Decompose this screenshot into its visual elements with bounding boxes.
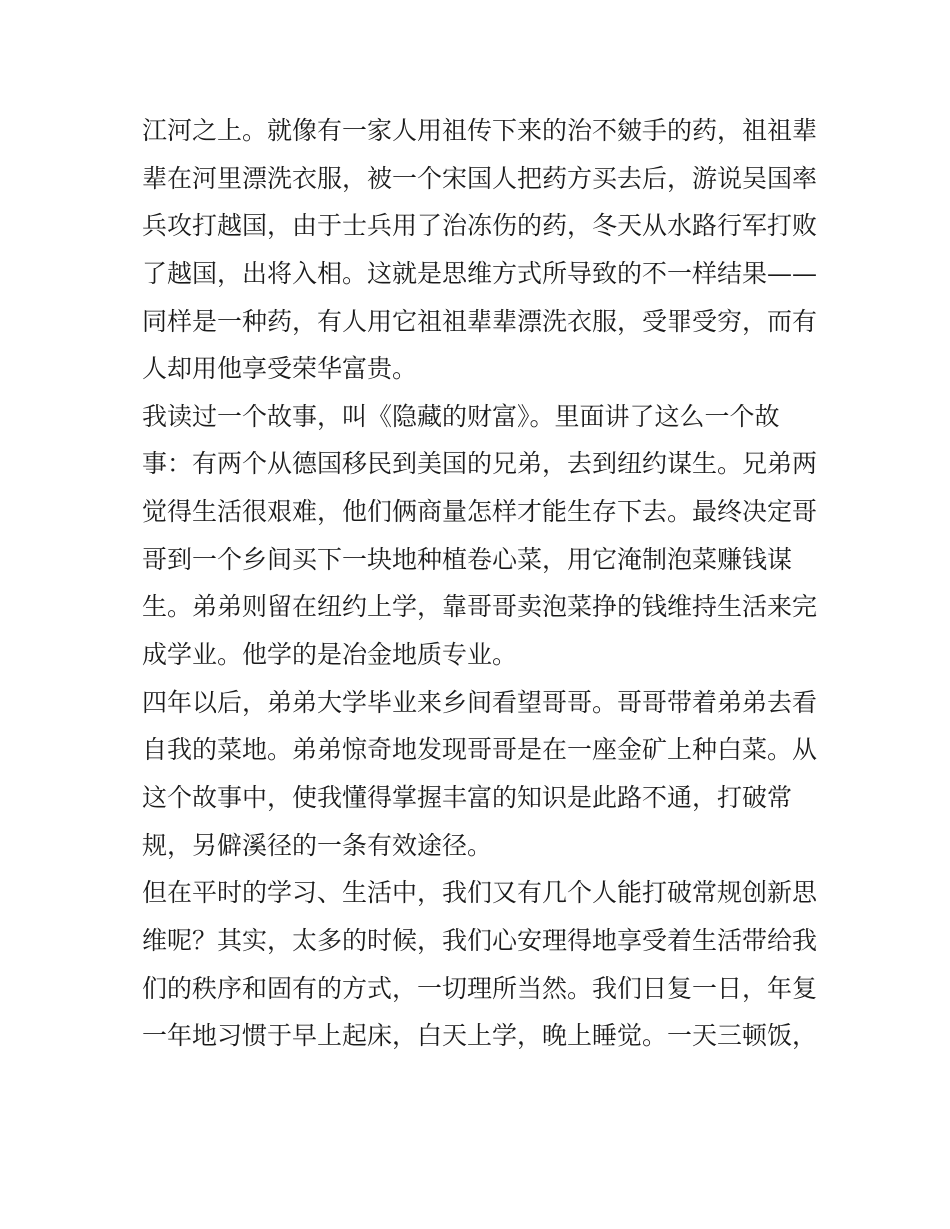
- text-line: 了越国，出将入相。这就是思维方式所导致的不一样结果——: [142, 258, 818, 288]
- text-line: 哥到一个乡间买下一块地种植卷心菜，用它淹制泡菜赚钱谋: [142, 544, 793, 574]
- text-line: 同样是一种药，有人用它祖祖辈辈漂洗衣服，受罪受穷，而有: [142, 306, 818, 336]
- text-line: 们的秩序和固有的方式，一切理所当然。我们日复一日，年复: [142, 973, 818, 1003]
- text-line: 辈在河里漂洗衣服，被一个宋国人把药方买去后，游说吴国率: [142, 163, 818, 193]
- text-line: 维呢？其实，太多的时候，我们心安理得地享受着生活带给我: [142, 925, 818, 955]
- text-line: 兵攻打越国，由于士兵用了治冻伤的药，冬天从水路行军打败: [142, 211, 818, 241]
- text-line: 成学业。他学的是冶金地质专业。: [142, 640, 518, 670]
- text-line: 江河之上。就像有一家人用祖传下来的治不皴手的药，祖祖辈: [142, 116, 818, 145]
- text-line: 自我的菜地。弟弟惊奇地发现哥哥是在一座金矿上种白菜。从: [142, 735, 818, 765]
- text-line: 觉得生活很艰难，他们俩商量怎样才能生存下去。最终决定哥: [142, 497, 818, 527]
- text-line: 一年地习惯于早上起床，白天上学，晚上睡觉。一天三顿饭，: [142, 1021, 818, 1051]
- text-line: 生。弟弟则留在纽约上学，靠哥哥卖泡菜挣的钱维持生活来完: [142, 592, 818, 622]
- text-line: 四年以后，弟弟大学毕业来乡间看望哥哥。哥哥带着弟弟去看: [142, 687, 818, 717]
- text-line: 事：有两个从德国移民到美国的兄弟，去到纽约谋生。兄弟两: [142, 449, 818, 479]
- text-line: 这个故事中，使我懂得掌握丰富的知识是此路不通，打破常: [142, 782, 793, 812]
- body-text: [142, 107, 818, 1060]
- text-line: 我读过一个故事，叫《隐藏的财富》。里面讲了这么一个故: [142, 401, 780, 431]
- text-line: 规，另僻溪径的一条有效途径。: [142, 830, 493, 860]
- text-line: 人却用他享受荣华富贵。: [142, 354, 418, 384]
- text-line: 但在平时的学习、生活中，我们又有几个人能打破常规创新思: [142, 878, 818, 908]
